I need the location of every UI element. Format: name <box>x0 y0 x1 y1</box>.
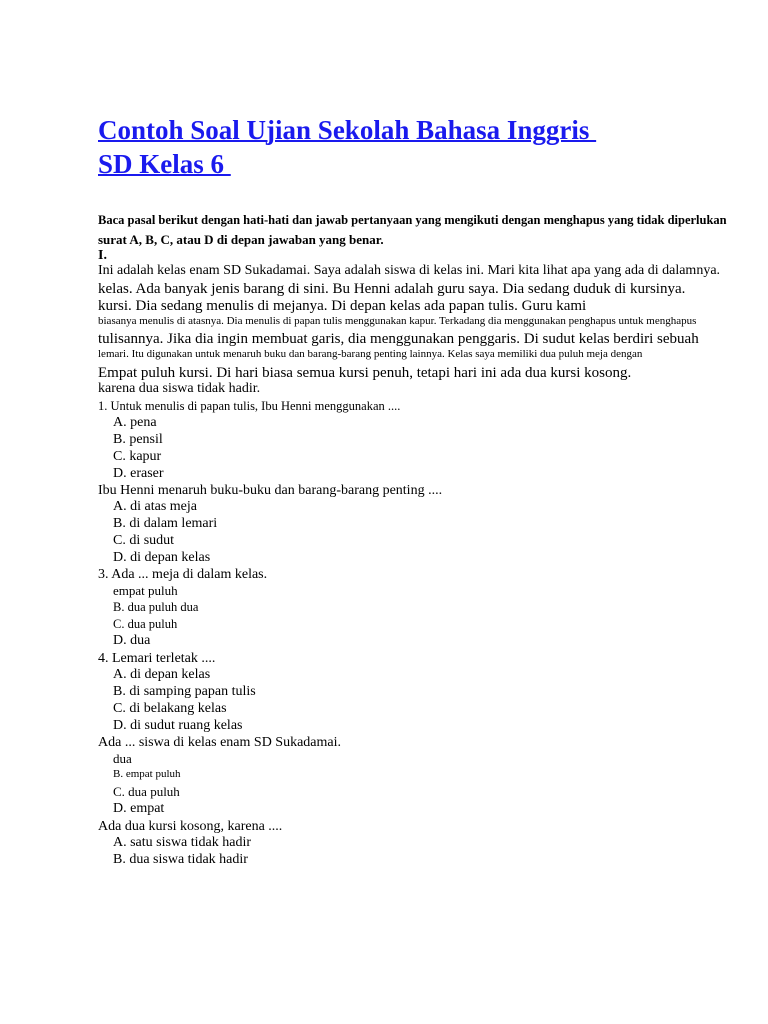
question-4-option-a: A. di depan kelas <box>113 667 211 682</box>
passage-line-8: karena dua siswa tidak hadir. <box>98 381 261 396</box>
passage-line-4: biasanya menulis di atasnya. Dia menulis di papan tulis menggunakan kapur. Terkadang dia menggunakan penghapus untuk menghapus <box>98 315 697 327</box>
passage-line-5: tulisannya. Jika dia ingin membuat garis, dia menggunakan penggaris. Di sudut kelas berdiri sebuah <box>98 331 699 347</box>
question-2: Ibu Henni menaruh buku-buku dan barang-barang penting .... <box>98 483 443 498</box>
instruction-line-1: Baca pasal berikut dengan hati-hati dan jawab pertanyaan yang mengikuti dengan menghapus yang tidak diperlukan <box>98 213 727 227</box>
passage-line-7: Empat puluh kursi. Di hari biasa semua kursi penuh, tetapi hari ini ada dua kursi kosong. <box>98 365 632 381</box>
passage-line-3: kursi. Dia sedang menulis di mejanya. Di depan kelas ada papan tulis. Guru kami <box>98 298 587 314</box>
question-6: Ada dua kursi kosong, karena .... <box>98 819 283 834</box>
question-5-option-d: D. empat <box>113 801 165 816</box>
question-1-option-c: C. kapur <box>113 449 162 464</box>
instruction-line-2: surat A, B, C, atau D di depan jawaban yang benar. <box>98 232 384 247</box>
question-3-option-c: C. dua puluh <box>113 617 178 631</box>
question-4-option-b: B. di samping papan tulis <box>113 684 256 699</box>
question-4: 4. Lemari terletak .... <box>98 651 216 666</box>
question-1-option-a: A. pena <box>113 415 157 430</box>
question-4-option-d: D. di sudut ruang kelas <box>113 718 243 733</box>
passage-line-2: kelas. Ada banyak jenis barang di sini. Bu Henni adalah guru saya. Dia sedang duduk di kursinya. <box>98 281 686 297</box>
passage-line-1: Ini adalah kelas enam SD Sukadamai. Saya adalah siswa di kelas ini. Mari kita lihat apa yang ada di dalamnya. <box>98 263 721 278</box>
section-label: I. <box>98 248 107 263</box>
question-3: 3. Ada ... meja di dalam kelas. <box>98 567 268 582</box>
question-3-option-d: D. dua <box>113 633 151 648</box>
question-5-option-c: C. dua puluh <box>113 784 180 799</box>
question-2-option-a: A. di atas meja <box>113 499 197 514</box>
title-link-line-2[interactable]: SD Kelas 6 <box>98 149 231 179</box>
question-1-option-d: D. eraser <box>113 466 164 481</box>
question-3-option-a: empat puluh <box>113 583 178 598</box>
question-6-option-b: B. dua siswa tidak hadir <box>113 852 248 867</box>
question-3-option-b: B. dua puluh dua <box>113 600 199 614</box>
question-5-option-b: B. empat puluh <box>113 768 181 780</box>
question-5-option-a: dua <box>113 751 132 766</box>
question-2-option-c: C. di sudut <box>113 533 175 548</box>
question-5: Ada ... siswa di kelas enam SD Sukadamai. <box>98 735 342 750</box>
passage-line-6: lemari. Itu digunakan untuk menaruh buku dan barang-barang penting lainnya. Kelas saya memiliki dua puluh meja dengan <box>98 348 643 360</box>
question-2-option-d: D. di depan kelas <box>113 550 211 565</box>
question-1-option-b: B. pensil <box>113 432 163 447</box>
question-1: 1. Untuk menulis di papan tulis, Ibu Henni menggunakan .... <box>98 399 401 413</box>
question-2-option-b: B. di dalam lemari <box>113 516 218 531</box>
title-link-line-1[interactable]: Contoh Soal Ujian Sekolah Bahasa Inggris <box>98 115 597 145</box>
question-6-option-a: A. satu siswa tidak hadir <box>113 835 252 850</box>
question-4-option-c: C. di belakang kelas <box>113 701 227 716</box>
